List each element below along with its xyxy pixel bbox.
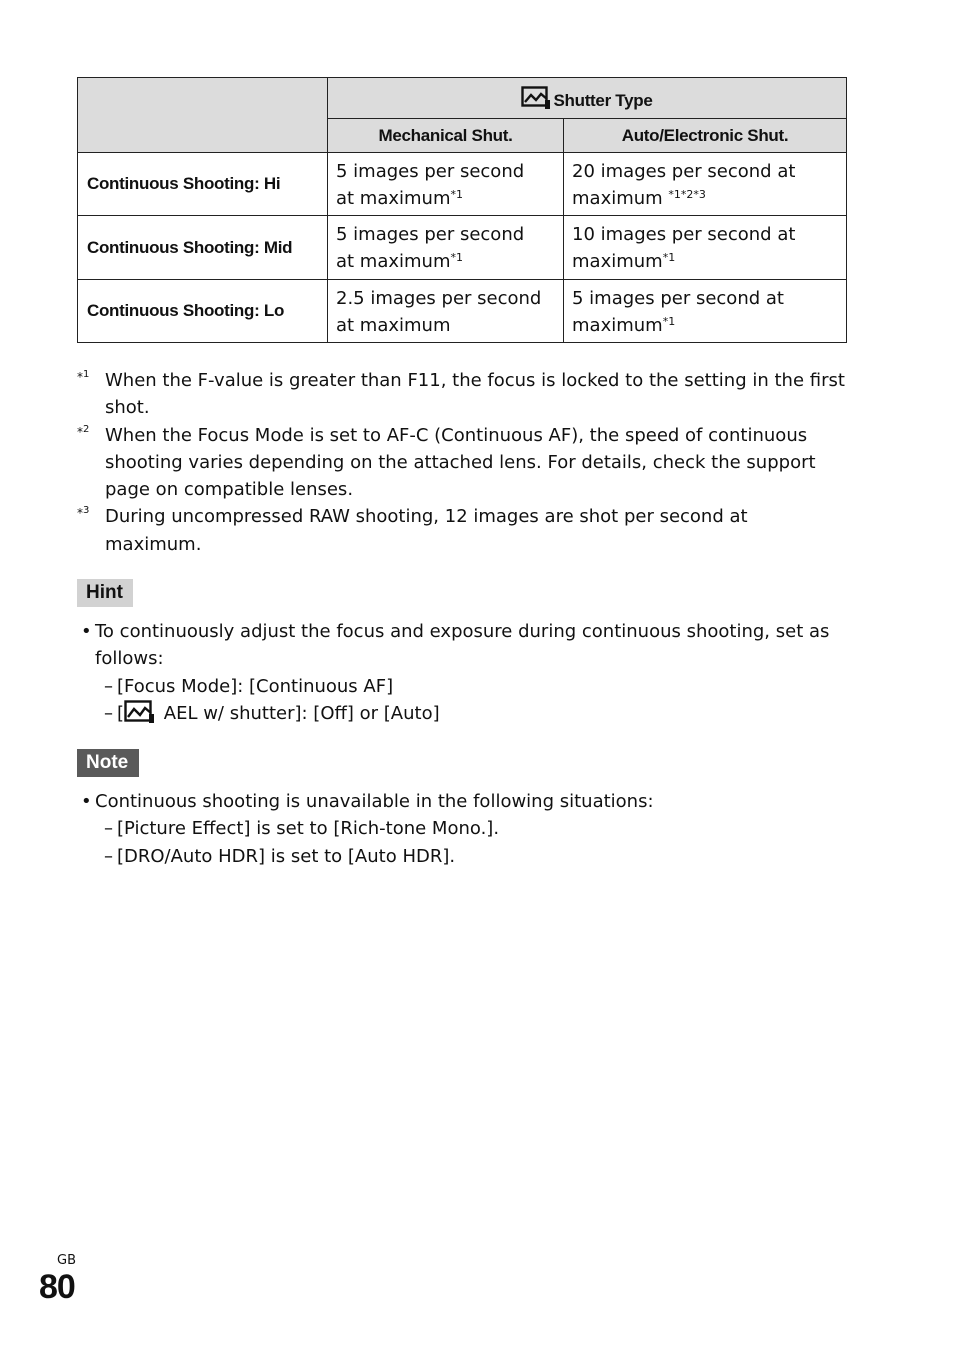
shutter-type-label: Shutter Type bbox=[553, 90, 653, 110]
footnote-1 bbox=[77, 367, 847, 422]
note-item: – [DRO/Auto HDR] is set to [Auto HDR]. bbox=[104, 845, 456, 867]
footnote-3 bbox=[77, 503, 847, 558]
table-row bbox=[78, 216, 847, 280]
mechanical-value: 5 images per second at maximum$^{*1}$ bbox=[328, 216, 564, 280]
hint-item-focus-mode: – [Focus Mode]: [Continuous AF] bbox=[104, 675, 394, 697]
column-header-mechanical: Mechanical Shut. bbox=[328, 119, 564, 153]
page-number: 80 bbox=[39, 1268, 75, 1306]
note-bullet: • Continuous shooting is unavailable in the following situations: bbox=[80, 788, 850, 815]
row-label: Continuous Shooting: Lo bbox=[78, 280, 328, 343]
footnotes bbox=[77, 367, 847, 558]
table-corner-cell bbox=[78, 78, 328, 153]
still-image-icon bbox=[124, 700, 156, 724]
footnote-marker: *$^2$ bbox=[77, 423, 90, 439]
region-code: GB bbox=[57, 1253, 76, 1268]
hint-block bbox=[80, 618, 850, 727]
footnote-marker: *$^1$ bbox=[77, 369, 90, 384]
auto-value: 10 images per second at maximum$^{*1}$ bbox=[564, 216, 847, 280]
mechanical-value: 5 images per second at maximum$^{*1}$ bbox=[328, 153, 564, 216]
table-row bbox=[78, 280, 847, 343]
table-row bbox=[78, 153, 847, 216]
shutter-type-header bbox=[328, 78, 847, 119]
hint-bullet: • To continuously adjust the focus and exposure during continuous shooting, set as follows: bbox=[80, 618, 850, 673]
note-item: – [Picture Effect] is set to [Rich-tone Mono.]. bbox=[104, 818, 500, 840]
shutter-spec-table bbox=[77, 77, 847, 343]
row-label: Continuous Shooting: Mid bbox=[78, 216, 328, 280]
footnote-2 bbox=[77, 422, 847, 504]
footnote-marker: *$^3$ bbox=[77, 505, 90, 521]
footnote-text: During uncompressed RAW shooting, 12 images are shot per second at maximum. bbox=[105, 506, 748, 555]
auto-value: 20 images per second at maximum $^{*1*2*3}$ bbox=[564, 153, 847, 216]
note-block bbox=[80, 788, 850, 870]
mechanical-value: 2.5 images per second at maximum bbox=[328, 280, 564, 343]
auto-value: 5 images per second at maximum$^{*1}$ bbox=[564, 280, 847, 343]
footnote-text: When the F-value is greater than F11, the focus is locked to the setting in the first shot. bbox=[105, 370, 845, 419]
still-image-icon bbox=[521, 86, 551, 110]
column-header-auto-electronic: Auto/Electronic Shut. bbox=[564, 119, 847, 153]
note-label: Note bbox=[77, 749, 139, 777]
hint-item-ael: – [ AEL w/ shutter]: [Off] or [Auto] bbox=[80, 700, 850, 727]
hint-label: Hint bbox=[77, 579, 133, 607]
footnote-text: When the Focus Mode is set to AF-C (Continuous AF), the speed of continuous shooting varies depending on the attached lens. For details, check the support page on compatible lenses. bbox=[105, 424, 816, 501]
row-label: Continuous Shooting: Hi bbox=[78, 153, 328, 216]
